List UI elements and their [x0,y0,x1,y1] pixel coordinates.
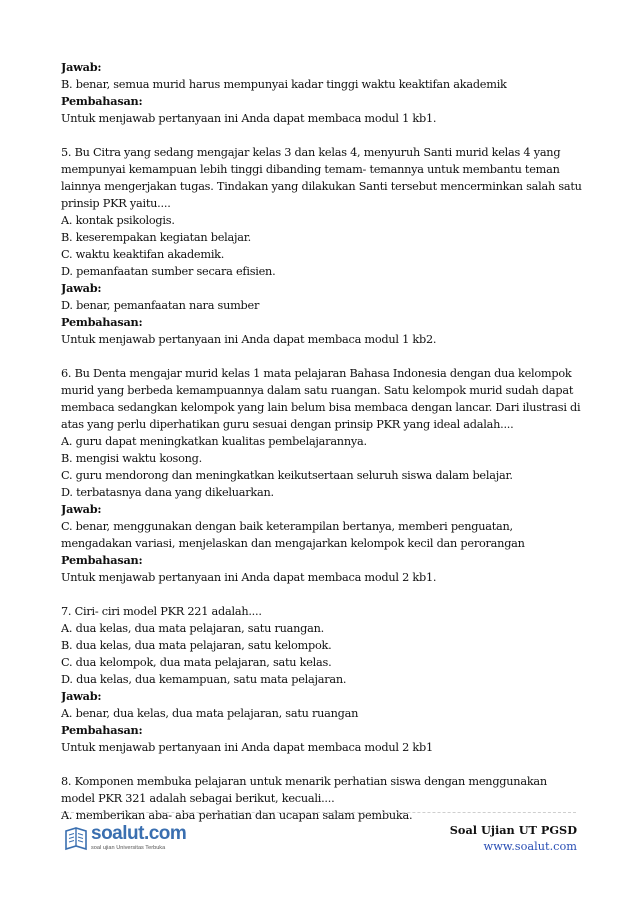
text-line: mempunyai kemampuan lebih tinggi dibanding temam- temannya untuk membantu teman [61,163,560,176]
text-line: 5. Bu Citra yang sedang mengajar kelas 3 dan kelas 4, menyuruh Santi murid kelas 4 yang [61,146,561,159]
text-line: C. dua kelompok, dua mata pelajaran, satu kelas. [61,656,332,669]
section-label: Pembahasan: [61,553,143,567]
text-line: A. benar, dua kelas, dua mata pelajaran, satu ruangan [61,707,359,720]
text-line: A. memberikan aba- aba perhatian dan ucapan salam pembuka. [61,809,413,822]
text-line: D. terbatasnya dana yang dikeluarkan. [61,486,274,499]
text-line: 7. Ciri- ciri model PKR 221 adalah.... [61,605,262,618]
paragraph-gap [61,127,586,144]
footer-url-link[interactable]: www.soalut.com [483,840,577,853]
footer-title: Soal Ujian UT PGSD [449,823,577,837]
text-line: Untuk menjawab pertanyaan ini Anda dapat membaca modul 2 kb1 [61,741,433,754]
paragraph-gap [61,586,586,603]
text-line: murid yang berbeda kemampuannya dalam satu ruangan. Satu kelompok murid sudah dapat [61,384,574,397]
text-line: B. keserempakan kegiatan belajar. [61,231,251,244]
text-line: mengadakan variasi, menjelaskan dan mengajarkan kelompok kecil dan perorangan [61,537,525,550]
section-label: Jawab: [61,281,102,295]
text-line: atas yang perlu diperhatikan guru sesuai dengan prinsip PKR yang ideal adalah.... [61,418,514,431]
section-label: Pembahasan: [61,723,143,737]
text-line: B. benar, semua murid harus mempunyai kadar tinggi waktu keaktifan akademik [61,78,507,91]
section-label: Jawab: [61,689,102,703]
paragraph-gap [61,348,586,365]
logo-tagline: soal ujian Universitas Terbuka [91,845,166,851]
text-line: Untuk menjawab pertanyaan ini Anda dapat membaca modul 1 kb2. [61,333,437,346]
text-line: B. mengisi waktu kosong. [61,452,203,465]
text-line: 6. Bu Denta mengajar murid kelas 1 mata pelajaran Bahasa Indonesia dengan dua kelompok [61,367,572,380]
text-line: D. pemanfaatan sumber secara efisien. [61,265,276,278]
text-line: D. benar, pemanfaatan nara sumber [61,299,260,312]
text-line: A. dua kelas, dua mata pelajaran, satu ruangan. [61,622,324,635]
text-line: Untuk menjawab pertanyaan ini Anda dapat membaca modul 1 kb1. [61,112,437,125]
text-line: model PKR 321 adalah sebagai berikut, kecuali.... [61,792,335,805]
text-line: B. dua kelas, dua mata pelajaran, satu kelompok. [61,639,332,652]
paragraph-gap [61,756,586,773]
text-line: prinsip PKR yaitu.... [61,197,171,210]
document-body [61,59,586,824]
logo-text: soalut.com [91,823,187,844]
text-line: C. guru mendorong dan meningkatkan keikutsertaan seluruh siswa dalam belajar. [61,469,513,482]
text-line: C. benar, menggunakan dengan baik keterampilan bertanya, memberi penguatan, [61,520,513,533]
section-label: Pembahasan: [61,94,143,108]
text-line: C. waktu keaktifan akademik. [61,248,225,261]
text-line: A. kontak psikologis. [61,214,175,227]
section-label: Jawab: [61,60,102,74]
text-line: lainnya mengerjakan tugas. Tindakan yang dilakukan Santi tersebut mencerminkan salah satu [61,180,582,193]
text-line: D. dua kelas, dua kemampuan, satu mata pelajaran. [61,673,347,686]
text-line: 8. Komponen membuka pelajaran untuk menarik perhatian siswa dengan menggunakan [61,775,547,788]
footer-divider [61,812,576,813]
section-label: Jawab: [61,502,102,516]
section-label: Pembahasan: [61,315,143,329]
book-icon [63,825,89,853]
text-line: membaca sedangkan kelompok yang lain belum bisa membaca dengan lancar. Dari ilustrasi di [61,401,581,414]
text-line: A. guru dapat meningkatkan kualitas pembelajarannya. [61,435,367,448]
text-line: Untuk menjawab pertanyaan ini Anda dapat membaca modul 2 kb1. [61,571,437,584]
site-logo[interactable] [63,822,193,856]
